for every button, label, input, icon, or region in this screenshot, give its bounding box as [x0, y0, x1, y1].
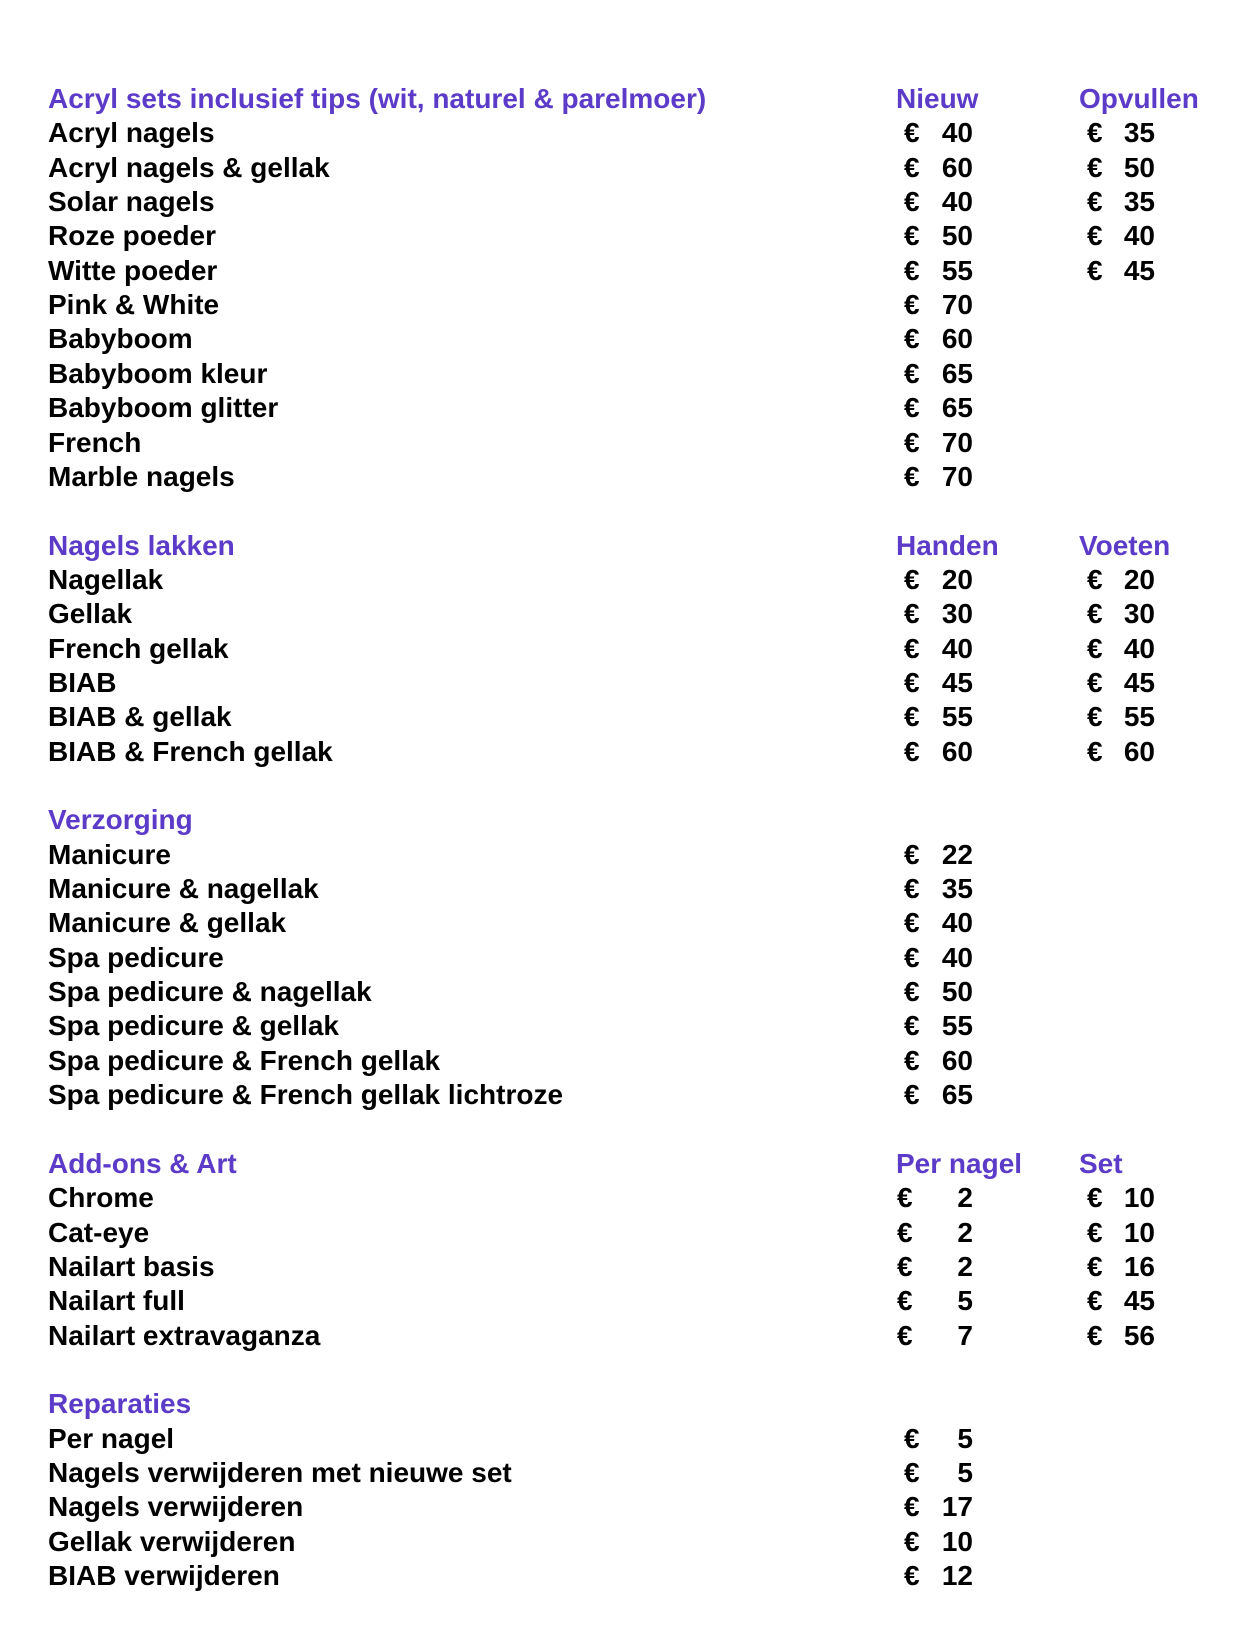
item-name: Nagels verwijderen — [48, 1491, 304, 1523]
item-name: Babyboom — [48, 323, 193, 355]
euro-sign: € — [904, 632, 920, 664]
euro-sign: € — [1087, 254, 1103, 286]
section-title: Add-ons & Art — [48, 1147, 237, 1179]
euro-sign: € — [904, 151, 920, 183]
col2-amount: 56 — [1123, 1319, 1155, 1351]
euro-sign: € — [904, 976, 920, 1008]
euro-sign: € — [904, 1457, 920, 1488]
list-item — [0, 185, 1253, 219]
euro-sign: € — [904, 220, 920, 252]
column-header-1: Nieuw — [896, 83, 979, 114]
col1-amount: 40 — [941, 632, 973, 664]
euro-sign: € — [904, 289, 920, 321]
euro-sign: € — [904, 907, 920, 939]
euro-sign: € — [904, 563, 920, 595]
list-item — [0, 1009, 1253, 1043]
column-header-2: Opvullen — [1079, 83, 1199, 114]
item-name: French gellak — [48, 632, 229, 664]
list-item — [0, 1422, 1253, 1456]
list-item — [0, 597, 1253, 631]
euro-sign: € — [1087, 1250, 1103, 1282]
col1-amount: 65 — [941, 357, 973, 389]
col1-amount: 5 — [957, 1457, 973, 1488]
col1-amount: 17 — [941, 1491, 973, 1523]
item-name: Nailart extravaganza — [48, 1319, 321, 1351]
col2-amount: 45 — [1123, 1285, 1155, 1317]
col1-amount: 45 — [941, 666, 973, 698]
euro-sign: € — [1087, 563, 1103, 595]
euro-sign: € — [904, 941, 920, 973]
list-item — [0, 357, 1253, 391]
item-name: Chrome — [48, 1182, 154, 1214]
item-name: Nailart full — [48, 1285, 185, 1317]
col1-amount: 40 — [941, 907, 973, 939]
euro-sign: € — [904, 186, 920, 218]
list-item — [0, 632, 1253, 666]
euro-sign: € — [904, 1525, 920, 1557]
euro-sign: € — [897, 1250, 913, 1282]
list-item — [0, 151, 1253, 185]
col2-amount: 30 — [1123, 598, 1155, 630]
euro-sign: € — [904, 1044, 920, 1076]
section-header — [0, 529, 1253, 563]
col2-amount: 35 — [1123, 186, 1155, 218]
list-item — [0, 426, 1253, 460]
item-name: Per nagel — [48, 1422, 175, 1454]
col2-amount: 50 — [1123, 151, 1155, 183]
col2-amount: 20 — [1123, 563, 1155, 595]
item-name: French — [48, 426, 142, 458]
item-name: Manicure & gellak — [48, 907, 287, 939]
item-name: BIAB & gellak — [48, 701, 232, 733]
euro-sign: € — [904, 701, 920, 733]
item-name: Spa pedicure — [48, 941, 224, 973]
col2-amount: 40 — [1123, 632, 1155, 664]
euro-sign: € — [904, 323, 920, 355]
item-name: Nagels verwijderen met nieuwe set — [48, 1457, 512, 1488]
euro-sign: € — [1087, 220, 1103, 252]
euro-sign: € — [897, 1216, 913, 1248]
item-name: Babyboom kleur — [48, 357, 268, 389]
list-item — [0, 219, 1253, 253]
col1-amount: 60 — [941, 323, 973, 355]
section-header — [0, 82, 1253, 116]
col1-amount: 40 — [941, 186, 973, 218]
col1-amount: 55 — [941, 254, 973, 286]
item-name: Spa pedicure & French gellak — [48, 1044, 441, 1076]
col1-amount: 10 — [941, 1525, 973, 1557]
list-item — [0, 460, 1253, 494]
euro-sign: € — [904, 1560, 920, 1592]
col1-amount: 50 — [941, 220, 973, 252]
column-header-2: Set — [1079, 1147, 1123, 1179]
item-name: BIAB — [48, 666, 117, 698]
col1-amount: 20 — [941, 563, 973, 595]
list-item — [0, 1284, 1253, 1318]
item-name: Nagellak — [48, 563, 164, 595]
euro-sign: € — [1087, 666, 1103, 698]
item-name: Gellak — [48, 598, 133, 630]
col1-amount: 60 — [941, 151, 973, 183]
col2-amount: 10 — [1123, 1182, 1155, 1214]
item-name: Babyboom glitter — [48, 392, 279, 424]
euro-sign: € — [904, 1422, 920, 1454]
euro-sign: € — [1087, 632, 1103, 664]
section-header — [0, 803, 1253, 837]
list-item — [0, 941, 1253, 975]
col1-amount: 2 — [957, 1182, 973, 1214]
list-item — [0, 666, 1253, 700]
section-header — [0, 1147, 1253, 1181]
euro-sign: € — [904, 426, 920, 458]
list-item — [0, 735, 1253, 769]
euro-sign: € — [904, 392, 920, 424]
euro-sign: € — [904, 1010, 920, 1042]
list-item — [0, 838, 1253, 872]
list-item — [0, 1490, 1253, 1524]
item-name: Gellak verwijderen — [48, 1525, 296, 1557]
list-item — [0, 116, 1253, 150]
item-name: Spa pedicure & French gellak lichtroze — [48, 1079, 564, 1111]
col1-amount: 60 — [941, 1044, 973, 1076]
item-name: Spa pedicure & gellak — [48, 1010, 339, 1042]
col1-amount: 70 — [941, 289, 973, 321]
item-name: BIAB verwijderen — [48, 1560, 280, 1592]
euro-sign: € — [897, 1182, 913, 1214]
euro-sign: € — [904, 254, 920, 286]
col1-amount: 22 — [941, 838, 973, 870]
euro-sign: € — [1087, 735, 1103, 767]
list-item — [0, 906, 1253, 940]
item-name: Cat-eye — [48, 1216, 150, 1248]
euro-sign: € — [1087, 186, 1103, 218]
col2-amount: 40 — [1123, 220, 1155, 252]
col1-amount: 55 — [941, 701, 973, 733]
section-title: Nagels lakken — [48, 529, 235, 561]
euro-sign: € — [904, 357, 920, 389]
section-title: Acryl sets inclusief tips (wit, naturel & parelmoer) — [48, 83, 707, 114]
euro-sign: € — [1087, 117, 1103, 149]
euro-sign: € — [1087, 1319, 1103, 1351]
euro-sign: € — [897, 1285, 913, 1317]
item-name: Solar nagels — [48, 186, 215, 218]
col1-amount: 5 — [957, 1422, 973, 1454]
euro-sign: € — [904, 735, 920, 767]
euro-sign: € — [1087, 1285, 1103, 1317]
col1-amount: 60 — [941, 735, 973, 767]
col2-amount: 45 — [1123, 666, 1155, 698]
item-name: BIAB & French gellak — [48, 735, 333, 767]
list-item — [0, 322, 1253, 356]
euro-sign: € — [1087, 598, 1103, 630]
list-item — [0, 1181, 1253, 1215]
col2-amount: 60 — [1123, 735, 1155, 767]
col1-amount: 65 — [941, 392, 973, 424]
list-item — [0, 254, 1253, 288]
euro-sign: € — [1087, 151, 1103, 183]
section-title: Verzorging — [48, 804, 193, 836]
item-name: Marble nagels — [48, 460, 235, 492]
euro-sign: € — [904, 838, 920, 870]
item-name: Pink & White — [48, 289, 220, 321]
section-header — [0, 1387, 1253, 1421]
euro-sign: € — [1087, 1182, 1103, 1214]
list-item — [0, 1216, 1253, 1250]
column-header-1: Handen — [896, 529, 999, 561]
list-item — [0, 1559, 1253, 1593]
col1-amount: 7 — [957, 1319, 973, 1351]
list-item — [0, 1078, 1253, 1112]
col1-amount: 40 — [941, 941, 973, 973]
column-header-2: Voeten — [1079, 529, 1171, 561]
section-title: Reparaties — [48, 1388, 192, 1420]
col2-amount: 35 — [1123, 117, 1155, 149]
item-name: Manicure & nagellak — [48, 873, 319, 905]
list-item — [0, 391, 1253, 425]
euro-sign: € — [904, 666, 920, 698]
col1-amount: 12 — [941, 1560, 973, 1592]
euro-sign: € — [1087, 1216, 1103, 1248]
list-item — [0, 1250, 1253, 1284]
list-item — [0, 1456, 1253, 1490]
list-item — [0, 700, 1253, 734]
list-item — [0, 563, 1253, 597]
col1-amount: 30 — [941, 598, 973, 630]
list-item — [0, 1044, 1253, 1078]
list-item — [0, 975, 1253, 1009]
col1-amount: 55 — [941, 1010, 973, 1042]
item-name: Spa pedicure & nagellak — [48, 976, 372, 1008]
euro-sign: € — [1087, 701, 1103, 733]
col1-amount: 35 — [941, 873, 973, 905]
col1-amount: 70 — [941, 426, 973, 458]
col1-amount: 40 — [941, 117, 973, 149]
list-item — [0, 288, 1253, 322]
col1-amount: 50 — [941, 976, 973, 1008]
item-name: Nailart basis — [48, 1250, 215, 1282]
item-name: Witte poeder — [48, 254, 218, 286]
euro-sign: € — [897, 1319, 913, 1351]
item-name: Manicure — [48, 838, 171, 870]
item-name: Acryl nagels — [48, 117, 215, 149]
col1-amount: 2 — [957, 1216, 973, 1248]
euro-sign: € — [904, 873, 920, 905]
col2-amount: 10 — [1123, 1216, 1155, 1248]
euro-sign: € — [904, 1491, 920, 1523]
col1-amount: 5 — [957, 1285, 973, 1317]
col1-amount: 2 — [957, 1250, 973, 1282]
euro-sign: € — [904, 460, 920, 492]
col2-amount: 55 — [1123, 701, 1155, 733]
euro-sign: € — [904, 1079, 920, 1111]
list-item — [0, 1525, 1253, 1559]
item-name: Roze poeder — [48, 220, 217, 252]
col2-amount: 16 — [1123, 1250, 1155, 1282]
euro-sign: € — [904, 598, 920, 630]
col1-amount: 70 — [941, 460, 973, 492]
column-header-1: Per nagel — [896, 1147, 1023, 1179]
item-name: Acryl nagels & gellak — [48, 151, 330, 183]
list-item — [0, 1319, 1253, 1353]
col2-amount: 45 — [1123, 254, 1155, 286]
col1-amount: 65 — [941, 1079, 973, 1111]
list-item — [0, 872, 1253, 906]
euro-sign: € — [904, 117, 920, 149]
